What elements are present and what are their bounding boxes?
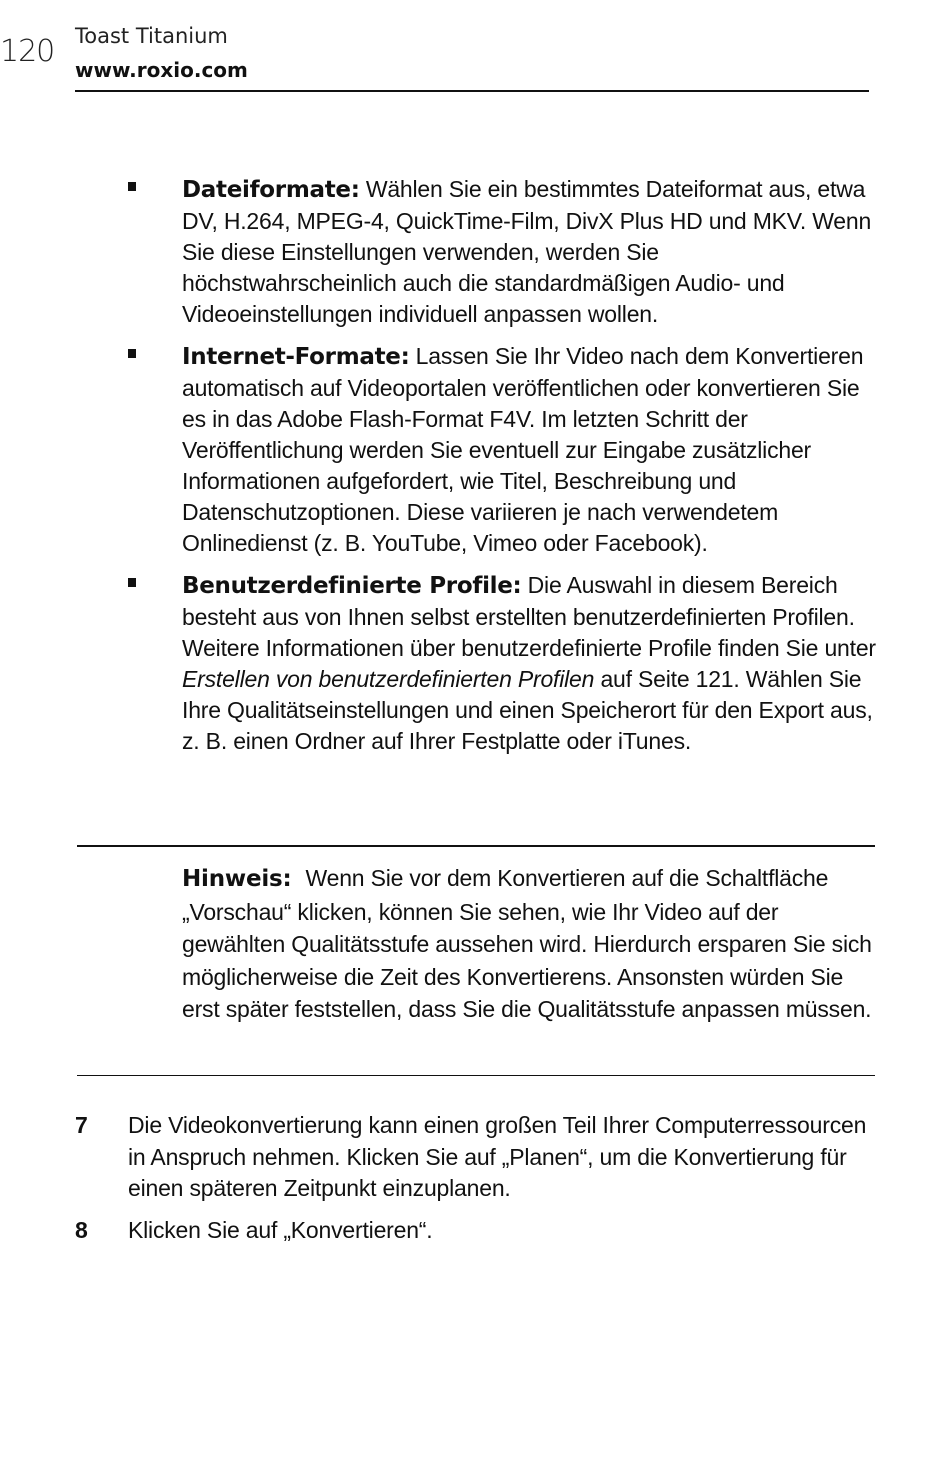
step-item bbox=[75, 1110, 875, 1205]
note-box bbox=[182, 862, 877, 1026]
list-item-text-before: Die Auswahl in diesem Bereich besteht aus von Ihnen selbst erstellten benutzerdefinierten Profilen. Weitere Informationen über benutzerdefinierte Profile finden Sie unter bbox=[182, 572, 876, 661]
list-item-text-after: auf Seite 121. Wählen Sie Ihre Qualitätseinstellungen und einen Speicherort für den Export aus, z. B. einen Ordner auf Ihrer Festplatte oder iTunes. bbox=[182, 666, 873, 754]
square-bullet-icon bbox=[128, 349, 136, 358]
list-item-term: Benutzerdefinierte Profile: bbox=[182, 573, 522, 599]
list-item-term: Dateiformate: bbox=[182, 177, 360, 203]
step-number: 7 bbox=[75, 1112, 88, 1138]
square-bullet-icon bbox=[128, 578, 136, 587]
export-options-list bbox=[128, 174, 878, 768]
list-item-internet-formats bbox=[128, 341, 878, 559]
steps-list bbox=[75, 1110, 875, 1256]
step-text: Klicken Sie auf „Konvertieren“. bbox=[128, 1216, 433, 1243]
product-name: Toast Titanium bbox=[75, 24, 228, 48]
note-top-divider bbox=[77, 845, 875, 847]
note-label: Hinweis: bbox=[182, 866, 292, 892]
cross-reference-link: Erstellen von benutzerdefinierten Profilen bbox=[182, 666, 595, 692]
note-bottom-divider bbox=[77, 1075, 875, 1076]
website-url: www.roxio.com bbox=[75, 58, 248, 82]
note-text: Wenn Sie vor dem Konvertieren auf die Schaltfläche „Vorschau“ klicken, können Sie sehen, wie Ihr Video auf der gewählten Qualitätsstufe aussehen wird. Hierdurch ersparen Sie sich möglicherweise die Zeit des Konvertierens. Ansonsten würden Sie erst später feststellen, dass Sie die Qualitätsstufe anpassen müssen. bbox=[182, 865, 872, 1022]
step-number: 8 bbox=[75, 1216, 88, 1243]
page-number: 120 bbox=[0, 34, 55, 69]
list-item-text: Wählen Sie ein bestimmtes Dateiformat aus, etwa DV, H.264, MPEG-4, QuickTime-Film, DivX Plus HD und MKV. Wenn Sie diese Einstellungen verwenden, werden Sie höchstwahrscheinlich auch die standardmäßigen Audio- und Videoeinstellungen individuell anpassen wollen. bbox=[182, 176, 872, 327]
list-item-text: Lassen Sie Ihr Video nach dem Konvertieren automatisch auf Videoportalen veröffentlichen oder konvertieren Sie es in das Adobe Flash-Format F4V. Im letzten Schritt der Veröffentlichung werden Sie eventuell zur Eingabe zusätzlicher Informationen aufgefordert, wie Titel, Beschreibung und Datenschutzoptionen. Diese variieren je nach verwendetem Onlinedienst (z. B. YouTube, Vimeo oder Facebook). bbox=[182, 343, 864, 556]
list-item-custom-profiles bbox=[128, 570, 878, 757]
step-text: Die Videokonvertierung kann einen großen Teil Ihrer Computerressourcen in Anspruch nehmen. Klicken Sie auf „Planen“, um die Konvertierung für einen späteren Zeitpunkt einzuplanen. bbox=[128, 1112, 867, 1201]
list-item-term: Internet-Formate: bbox=[182, 344, 410, 370]
header-divider bbox=[75, 90, 869, 92]
list-item-file-formats bbox=[128, 174, 878, 330]
step-item bbox=[75, 1215, 875, 1247]
square-bullet-icon bbox=[128, 182, 136, 191]
